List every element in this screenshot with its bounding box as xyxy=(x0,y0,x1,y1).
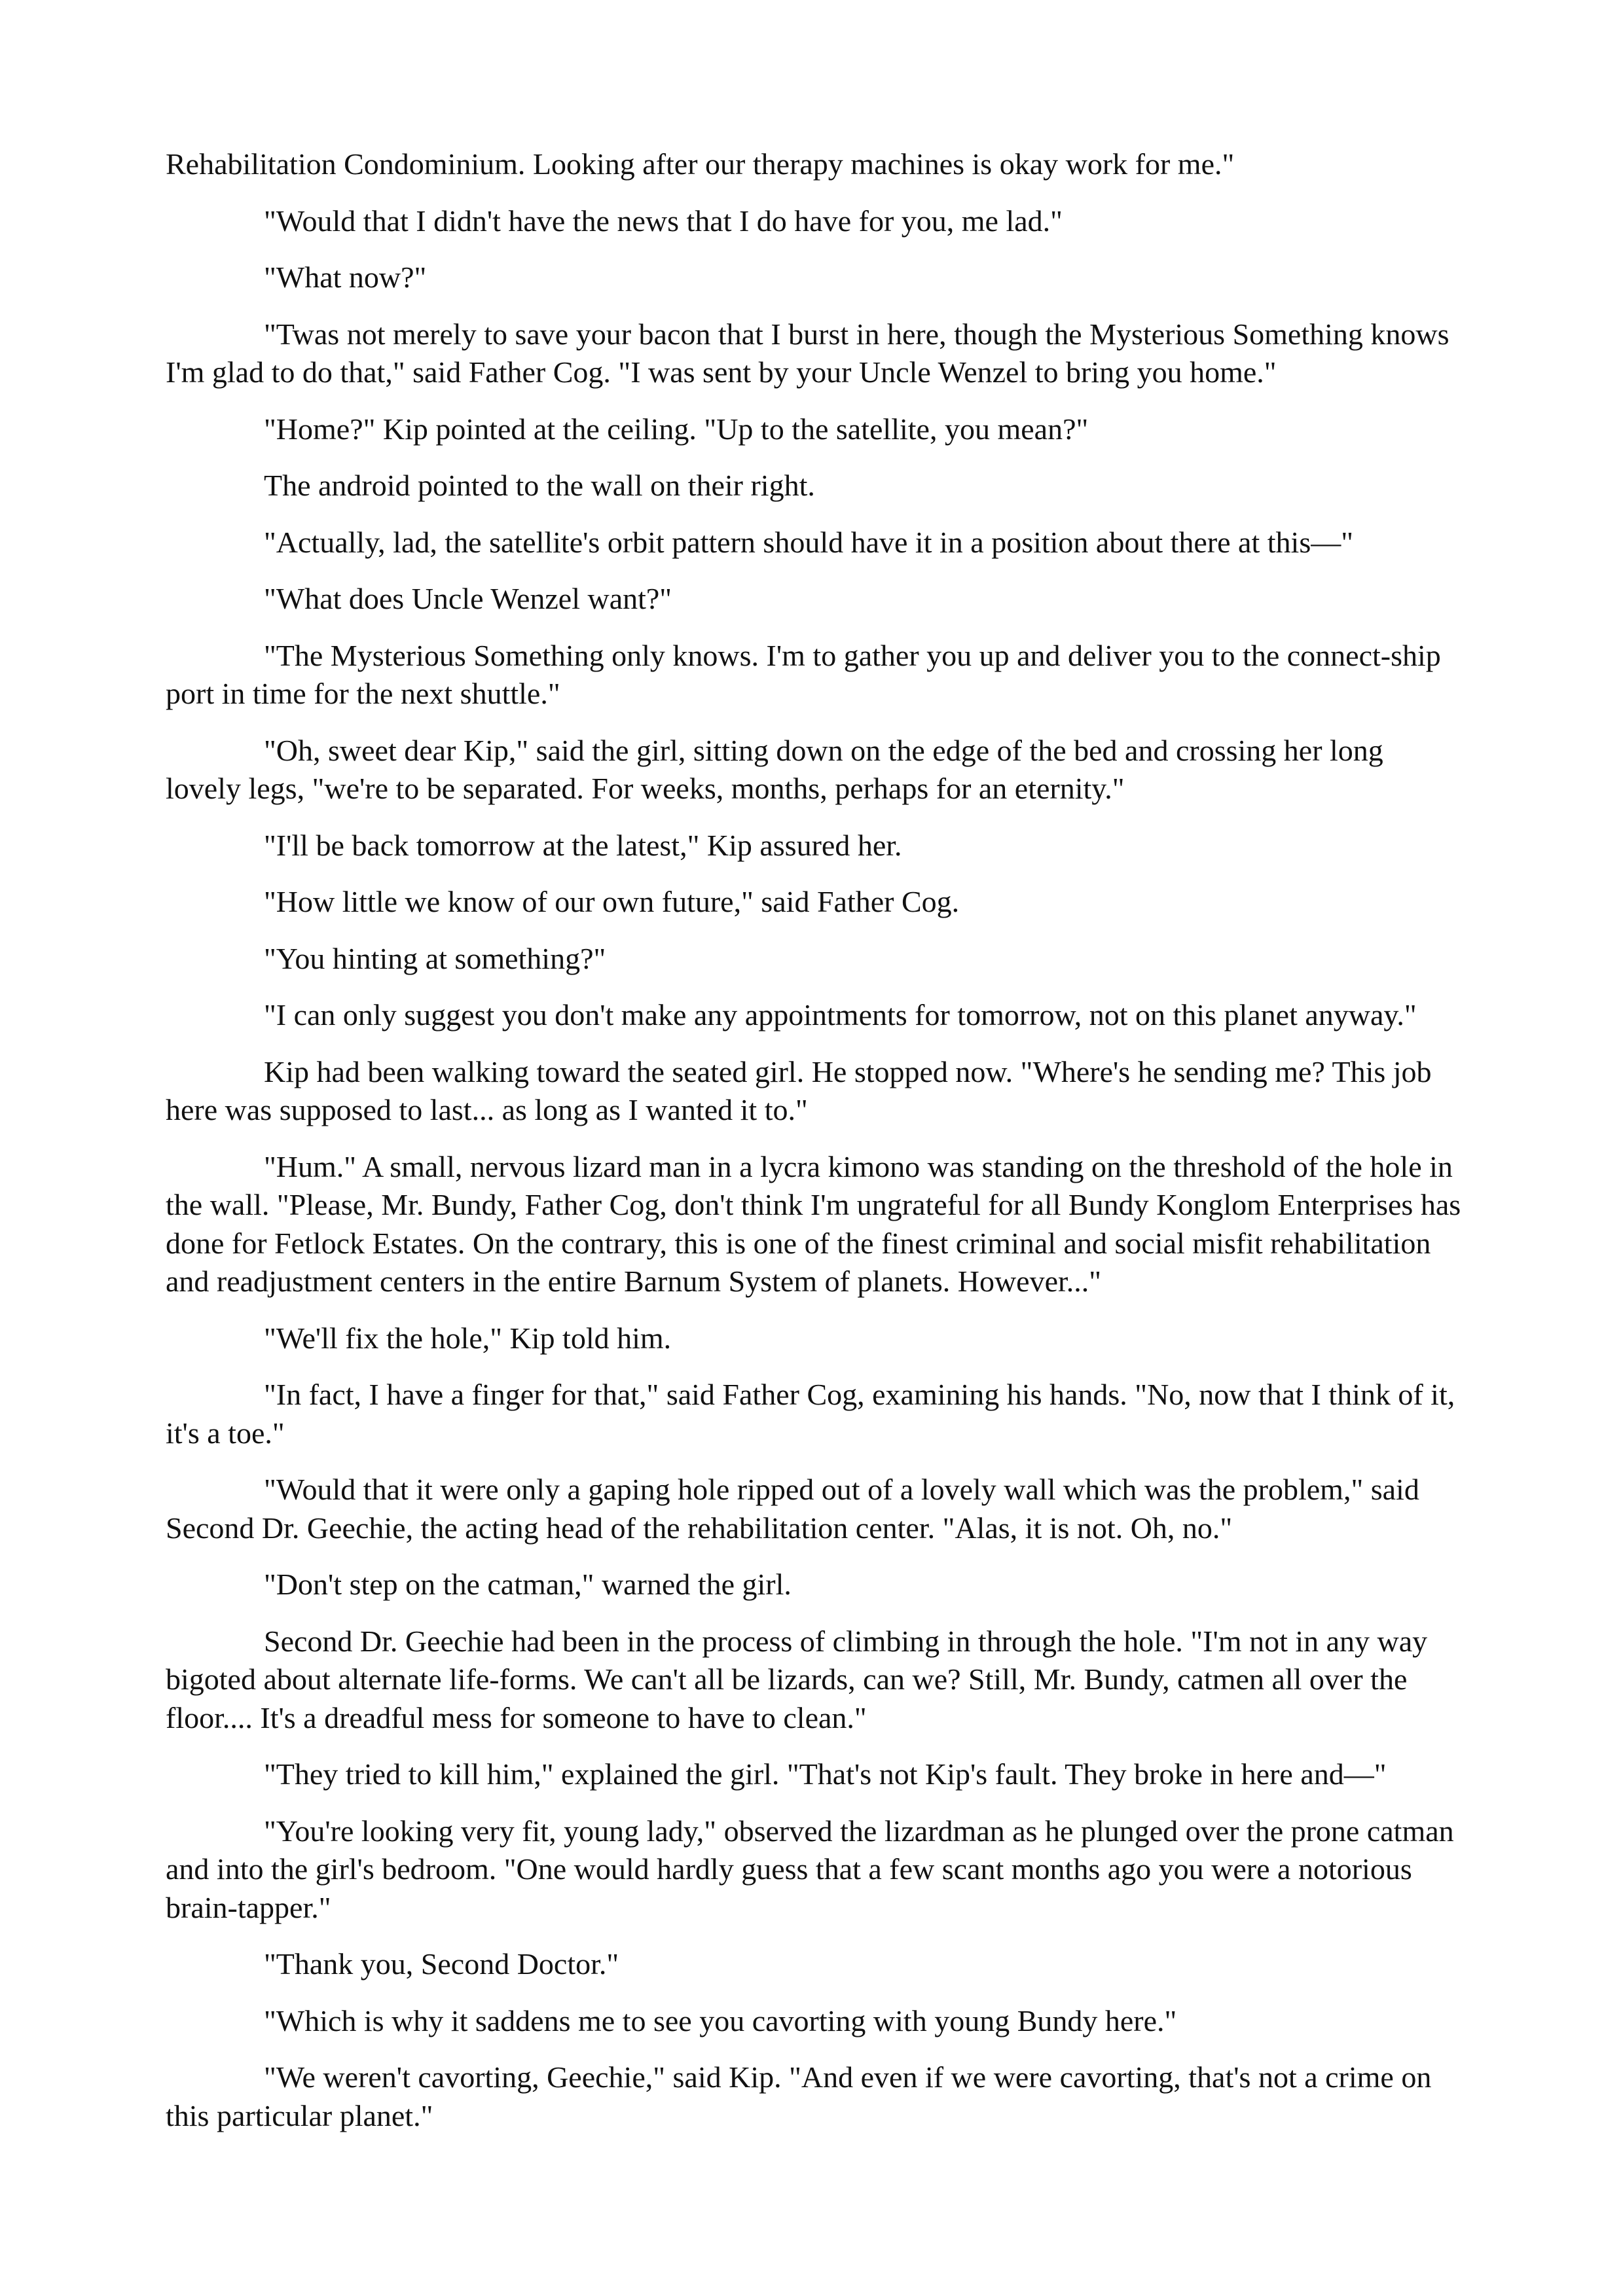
paragraph: "We'll fix the hole," Kip told him. xyxy=(264,1321,672,1355)
paragraph: The android pointed to the wall on their right. xyxy=(264,469,815,502)
paragraph: "Would that I didn't have the news that I do have for you, me lad." xyxy=(264,204,1063,238)
paragraph: "We weren't cavorting, Geechie," said Kip. "And even if we were cavorting, that's not a crime on this particular planet." xyxy=(166,2060,1432,2132)
paragraph: "Actually, lad, the satellite's orbit pattern should have it in a position about there at this—" xyxy=(264,525,1353,559)
paragraph: "Don't step on the catman," warned the girl. xyxy=(264,1568,792,1601)
paragraph: "Would that it were only a gaping hole ripped out of a lovely wall which was the problem," said Second Dr. Geechie, the acting head of the rehabilitation center. "Alas, it is not. Oh, no." xyxy=(166,1473,1419,1545)
body-text xyxy=(166,145,1462,2153)
paragraph: "You're looking very fit, young lady," observed the lizardman as he plunged over the prone catman and into the girl's bedroom. "One would hardly guess that a few scant months ago you were a notorious brain-tapper." xyxy=(166,1814,1454,1924)
paragraph: Kip had been walking toward the seated girl. He stopped now. "Where's he sending me? This job here was supposed to last... as long as I wanted it to." xyxy=(166,1054,1432,1126)
paragraph: "What now?" xyxy=(264,260,427,294)
paragraph: "Twas not merely to save your bacon that I burst in here, though the Mysterious Something knows I'm glad to do that," said Father Cog. "I was sent by your Uncle Wenzel to bring you home." xyxy=(166,317,1450,389)
paragraph: "Thank you, Second Doctor." xyxy=(264,1947,619,1981)
paragraph: "Hum." A small, nervous lizard man in a lycra kimono was standing on the threshold of the hole in the wall. "Please, Mr. Bundy, Father Cog, don't think I'm ungrateful for all Bundy Konglom Enterprises has done for Fetlock Estates. On the contrary, this is one of the finest criminal and social misfit rehabilitation and readjustment centers in the entire Barnum System of planets. However..." xyxy=(166,1149,1461,1298)
paragraph: "They tried to kill him," explained the girl. "That's not Kip's fault. They broke in here and—" xyxy=(264,1757,1387,1791)
paragraph: "I'll be back tomorrow at the latest," Kip assured her. xyxy=(264,828,902,862)
paragraph: "How little we know of our own future," said Father Cog. xyxy=(264,885,960,918)
paragraph: "Home?" Kip pointed at the ceiling. "Up to the satellite, you mean?" xyxy=(264,412,1089,446)
paragraph: "What does Uncle Wenzel want?" xyxy=(264,582,672,615)
paragraph: "Which is why it saddens me to see you cavorting with young Bundy here." xyxy=(264,2003,1177,2037)
paragraph: "The Mysterious Something only knows. I'm to gather you up and deliver you to the connect-ship port in time for the next shuttle." xyxy=(166,638,1441,710)
paragraph: Second Dr. Geechie had been in the process of climbing in through the hole. "I'm not in any way bigoted about alternate life-forms. We can't all be lizards, can we? Still, Mr. Bundy, catmen all over the floor.... It's a dreadful mess for someone to have to clean." xyxy=(166,1624,1428,1734)
paragraph: "In fact, I have a finger for that," said Father Cog, examining his hands. "No, now that I think of it, it's a toe." xyxy=(166,1378,1455,1450)
paragraph: "I can only suggest you don't make any appointments for tomorrow, not on this planet anyway." xyxy=(264,998,1417,1031)
paragraph: Rehabilitation Condominium. Looking after our therapy machines is okay work for me." xyxy=(166,147,1235,181)
paragraph: "You hinting at something?" xyxy=(264,941,606,975)
paragraph: "Oh, sweet dear Kip," said the girl, sitting down on the edge of the bed and crossing her long lovely legs, "we're to be separated. For weeks, months, perhaps for an eternity." xyxy=(166,733,1383,805)
